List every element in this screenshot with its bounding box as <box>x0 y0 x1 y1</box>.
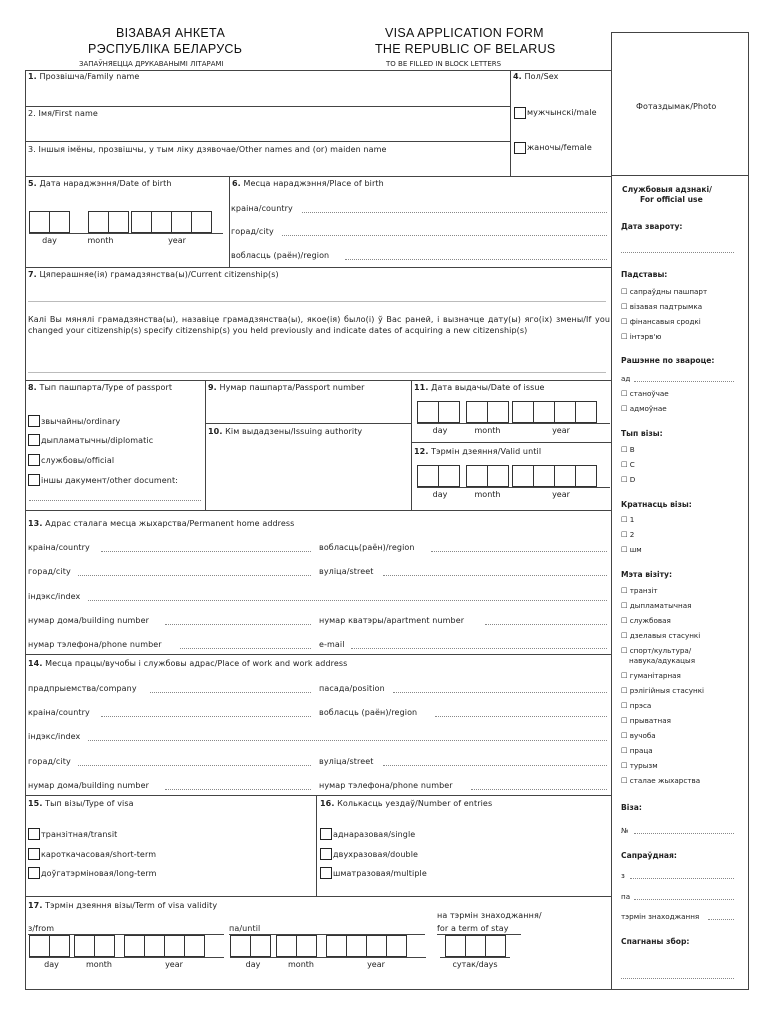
male-checkbox[interactable] <box>514 107 526 119</box>
ground-interview[interactable]: ☐ інтэрв'ю <box>621 332 662 341</box>
issuing-authority-label: 10. Кім выдадзены/Issuing authority <box>208 427 363 436</box>
home-phone-input[interactable] <box>180 648 311 649</box>
purpose-study[interactable]: ☐ вучоба <box>621 731 656 740</box>
from-month: month <box>74 957 124 969</box>
from-label: з/from <box>28 924 55 933</box>
mult-multi[interactable]: ☐ шм <box>621 545 642 554</box>
work-street-input[interactable] <box>383 765 607 766</box>
purpose-private[interactable]: ☐ прыватная <box>621 716 671 725</box>
dob-label: 5. Дата нараджэння/Date of birth <box>28 179 172 188</box>
work-phone-label: нумар тэлефона/phone number <box>319 781 453 790</box>
birth-country-input[interactable] <box>302 212 607 213</box>
birth-city-label: горад/city <box>231 227 274 236</box>
home-apartment-label: нумар кватэры/apartment number <box>319 616 465 625</box>
title-by: ВІЗАВАЯ АНКЕТА <box>116 26 226 40</box>
until-month: month <box>276 957 326 969</box>
email-label: e-mail <box>319 640 345 649</box>
male-label: мужчынскі/male <box>527 108 597 117</box>
short-term-label: кароткачасовая/short-term <box>41 850 157 859</box>
family-name-label: 1. Прозвішча/Family name <box>28 72 140 81</box>
note-by: ЗАПАЎНЯЕЦЦА ДРУКАВАНЫМІ ЛІТАРАМІ <box>79 60 224 68</box>
valid-until-label: 12. Тэрмін дзеяння/Valid until <box>414 447 542 456</box>
transit-label: транзітная/transit <box>41 830 118 839</box>
multiple-checkbox[interactable] <box>320 867 332 879</box>
first-name-label: 2. Імя/First name <box>28 109 98 118</box>
issue-month: month <box>463 423 512 435</box>
citizenship-label: 7. Цяперашняе(ія) грамадзянства(ы)/Current citizenship(s) <box>28 270 279 279</box>
other-doc-input[interactable] <box>29 500 201 501</box>
official-label: службовы/official <box>41 456 115 465</box>
type-b[interactable]: ☐ B <box>621 445 635 454</box>
position-label: пасада/position <box>319 684 385 693</box>
stay-term-label: тэрмін знаходжання <box>621 912 700 921</box>
purpose-sport[interactable]: ☐ спорт/культура/ <box>621 646 692 655</box>
valid-month: month <box>463 487 512 499</box>
home-street-label: вуліца/street <box>319 567 374 576</box>
purpose-humanitarian[interactable]: ☐ гуманітарная <box>621 671 681 680</box>
decision-positive[interactable]: ☐ станоўчае <box>621 389 669 398</box>
previous-citizenship-input[interactable] <box>28 372 606 373</box>
home-phone-label: нумар тэлефона/phone number <box>28 640 162 649</box>
diplomatic-label: дыпламатычны/diplomatic <box>41 436 154 445</box>
birth-city-input[interactable] <box>282 235 607 236</box>
double-checkbox[interactable] <box>320 848 332 860</box>
stay-label: на тэрмін знаходжання/ <box>437 911 542 920</box>
passport-number-label: 9. Нумар пашпарта/Passport number <box>208 383 365 392</box>
stay-days: сутак/days <box>440 957 510 969</box>
birth-region-input[interactable] <box>345 259 607 260</box>
email-input[interactable] <box>351 648 607 649</box>
until-label: па/until <box>229 924 261 933</box>
work-street-label: вуліца/street <box>319 757 374 766</box>
visa-official-label: Віза: <box>621 803 642 812</box>
multiple-label: шматразовая/multiple <box>333 869 427 878</box>
home-region-label: вобласць(раён)/region <box>319 543 415 552</box>
birth-country-label: краіна/country <box>231 204 293 213</box>
decision-negative[interactable]: ☐ адмоўнае <box>621 404 667 413</box>
type-d[interactable]: ☐ D <box>621 475 636 484</box>
purpose-press[interactable]: ☐ прэса <box>621 701 652 710</box>
short-term-checkbox[interactable] <box>28 848 40 860</box>
ground-passport[interactable]: ☐ сапраўдны пашпарт <box>621 287 708 296</box>
birth-region-label: вобласць (раён)/region <box>231 251 330 260</box>
home-country-label: краіна/country <box>28 543 90 552</box>
long-term-checkbox[interactable] <box>28 867 40 879</box>
official-title-en: For official use <box>640 195 703 204</box>
purpose-residence[interactable]: ☐ сталае жыхарства <box>621 776 701 785</box>
visa-type-official-label: Тып візы: <box>621 429 663 438</box>
diplomatic-checkbox[interactable] <box>28 434 40 446</box>
single-checkbox[interactable] <box>320 828 332 840</box>
official-checkbox[interactable] <box>28 454 40 466</box>
home-street-input[interactable] <box>383 575 607 576</box>
work-city-input[interactable] <box>78 765 311 766</box>
valid-to-label: па <box>621 892 631 901</box>
ground-funds[interactable]: ☐ фінансавыя сродкі <box>621 317 701 326</box>
home-index-input[interactable] <box>88 600 607 601</box>
work-region-label: вобласць (раён)/region <box>319 708 418 717</box>
multiplicity-label: Кратнасць візы: <box>621 500 692 509</box>
long-term-label: доўгатэрміновая/long-term <box>41 869 157 878</box>
single-label: аднаразовая/single <box>333 830 416 839</box>
double-label: двухразовая/double <box>333 850 419 859</box>
work-address-label: 14. Месца працы/вучобы і службовы адрас/Place of work and work address <box>28 659 348 668</box>
home-country-input[interactable] <box>101 551 311 552</box>
valid-day: day <box>417 487 463 499</box>
other-names-label: 3. Іншыя імёны, прозвішчы, у тым ліку дзявочае/Other names and (or) maiden name <box>28 145 387 154</box>
dob-year: year <box>131 233 223 245</box>
country-en: THE REPUBLIC OF BELARUS <box>375 42 556 56</box>
work-index-input[interactable] <box>88 740 607 741</box>
home-apartment-input[interactable] <box>485 624 607 625</box>
visa-type-label: 15. Тып візы/Type of visa <box>28 799 134 808</box>
work-region-input[interactable] <box>435 716 607 717</box>
grounds-label: Падставы: <box>621 270 668 279</box>
home-address-label: 13. Адрас сталага месца жыхарства/Permanent home address <box>28 519 295 528</box>
sex-label: 4. Пол/Sex <box>513 72 559 81</box>
until-day: day <box>230 957 276 969</box>
citizenship-input[interactable] <box>28 301 606 302</box>
issue-day: day <box>417 423 463 435</box>
mult-1[interactable]: ☐ 1 <box>621 515 635 524</box>
type-c[interactable]: ☐ C <box>621 460 635 469</box>
date-label: Дата звароту: <box>621 222 683 231</box>
position-input[interactable] <box>393 692 607 693</box>
dob-day: day <box>29 233 70 245</box>
work-index-label: індэкс/index <box>28 732 81 741</box>
work-country-input[interactable] <box>101 716 311 717</box>
home-city-input[interactable] <box>78 575 311 576</box>
dob-month: month <box>70 233 131 245</box>
purpose-sport-2: навука/адукацыя <box>629 656 696 665</box>
entries-label: 16. Колькасць уездаў/Number of entries <box>320 799 493 808</box>
home-city-label: горад/city <box>28 567 71 576</box>
work-phone-input[interactable] <box>471 789 607 790</box>
other-doc-label: іншы дакумент/other document: <box>41 476 178 485</box>
purpose-diplomatic[interactable]: ☐ дыпламатычная <box>621 601 692 610</box>
home-region-input[interactable] <box>431 551 607 552</box>
fee-label: Спагнаны збор: <box>621 937 690 946</box>
other-doc-checkbox[interactable] <box>28 474 40 486</box>
official-title: Службовыя адзнакі/ <box>622 185 712 194</box>
visa-validity-label: 17. Тэрмін дзеяння візы/Term of visa validity <box>28 901 218 910</box>
stay-label-en: for a term of stay <box>437 924 509 933</box>
work-country-label: краіна/country <box>28 708 90 717</box>
transit-checkbox[interactable] <box>28 828 40 840</box>
female-checkbox[interactable] <box>514 142 526 154</box>
decision-label: Рашэнне по звароце: <box>621 356 715 365</box>
home-index-label: індэкс/index <box>28 592 81 601</box>
female-label: жаночы/female <box>527 143 592 152</box>
company-input[interactable] <box>150 692 311 693</box>
purpose-tourism[interactable]: ☐ турызм <box>621 761 658 770</box>
photo-label: Фотаздымак/Photo <box>636 102 717 111</box>
decision-from-label: ад <box>621 374 631 383</box>
purpose-official[interactable]: ☐ службовая <box>621 616 671 625</box>
issue-year: year <box>512 423 610 435</box>
work-building-label: нумар дома/building number <box>28 781 149 790</box>
citizenship-change-note: Калі Вы мянялі грамадзянства(ы), назавіце грамадзянства(ы), якое(ія) было(і) ў Вас раней, і вызначце дату(ы) яго(іх) змены/If you changed your citizenship(s) specify citizenship(s) you held previously and indicate dates of acquiring a new citizenship(s) <box>28 315 610 335</box>
ordinary-label: звычайны/ordinary <box>41 417 121 426</box>
mult-2[interactable]: ☐ 2 <box>621 530 635 539</box>
work-city-label: горад/city <box>28 757 71 766</box>
purpose-business[interactable]: ☐ дзелавыя стасункі <box>621 631 701 640</box>
purpose-work[interactable]: ☐ праца <box>621 746 653 755</box>
title-en: VISA APPLICATION FORM <box>385 26 544 40</box>
home-building-input[interactable] <box>165 624 311 625</box>
purpose-transit[interactable]: ☐ транзіт <box>621 586 658 595</box>
visa-number-label: № <box>621 826 629 835</box>
work-building-input[interactable] <box>165 789 311 790</box>
ordinary-checkbox[interactable] <box>28 415 40 427</box>
company-label: прадпрыемства/company <box>28 684 137 693</box>
purpose-religious[interactable]: ☐ рэлігійныя стасункі <box>621 686 705 695</box>
issue-date-label: 11. Дата выдачы/Date of issue <box>414 383 545 392</box>
from-year: year <box>124 957 224 969</box>
birthplace-label: 6. Месца нараджэння/Place of birth <box>232 179 384 188</box>
valid-official-label: Сапраўдная: <box>621 851 677 860</box>
ground-support[interactable]: ☐ візавая падтрымка <box>621 302 703 311</box>
country-by: РЭСПУБЛІКА БЕЛАРУСЬ <box>88 42 243 56</box>
home-building-label: нумар дома/building number <box>28 616 149 625</box>
purpose-label: Мэта візіту: <box>621 570 673 579</box>
valid-year: year <box>512 487 610 499</box>
from-day: day <box>29 957 74 969</box>
valid-from-label: з <box>621 871 625 880</box>
until-year: year <box>326 957 426 969</box>
passport-type-label: 8. Тып пашпарта/Type of passport <box>28 383 173 392</box>
note-en: TO BE FILLED IN BLOCK LETTERS <box>386 60 502 68</box>
